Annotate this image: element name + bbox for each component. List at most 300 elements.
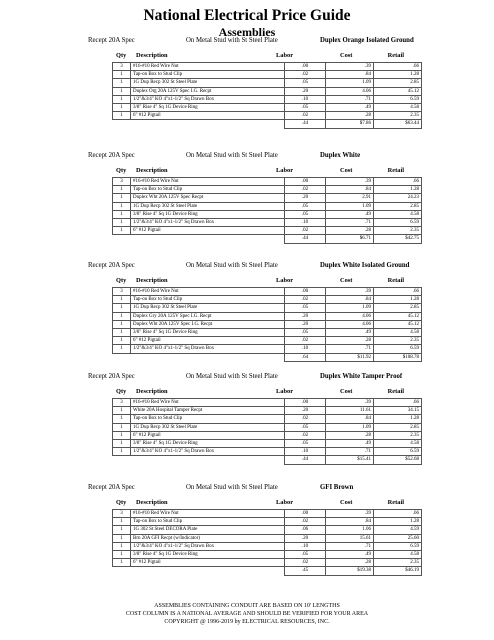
- cell-desc: #16-#10 Red Wire Nut: [131, 178, 285, 186]
- column-header-labor: Labor: [276, 277, 294, 284]
- cell-labor: .05: [285, 328, 326, 336]
- assembly-spec-line: [0, 152, 494, 163]
- table-row: [113, 304, 422, 312]
- cell-desc: 3/8" Rise 4" Sq 1G Device Ring: [131, 328, 285, 336]
- assembly-spec: Recept 20A Spec: [88, 37, 135, 44]
- cell-cost: .84: [326, 518, 374, 526]
- cell-labor: .20: [285, 312, 326, 320]
- total-labor: .64: [285, 353, 326, 361]
- assembly-mount: On Metal Stud with St Steel Plate: [186, 262, 278, 269]
- cell-desc: 1G Dup Recp 302 St Steel Plate: [131, 304, 285, 312]
- cell-labor: .02: [285, 415, 326, 423]
- cell-retail: 6.59: [374, 345, 422, 353]
- cell-desc: Duplex Org 20A 125V Spec I.G. Recpt: [131, 87, 285, 95]
- cell-retail: 1.28: [374, 518, 422, 526]
- cell-retail: 2.35: [374, 112, 422, 120]
- column-header-retail: Retail: [387, 499, 404, 506]
- cell-retail: 45.12: [374, 312, 422, 320]
- assembly-section: [0, 373, 494, 463]
- table-row: [113, 526, 422, 534]
- cell-desc: 1/2"&3/4" KO 4"x1-1/2" Sq Drawn Box: [131, 218, 285, 226]
- cell-labor: .00: [285, 288, 326, 296]
- table-row: [113, 186, 422, 194]
- column-header-cost: Cost: [340, 52, 353, 59]
- table-row: [113, 423, 422, 431]
- total-retail: $46.19: [374, 567, 422, 575]
- column-header-description: Description: [136, 52, 168, 59]
- cell-retail: .66: [374, 63, 422, 71]
- cell-cost: 15.61: [326, 534, 374, 542]
- cell-cost: .49: [326, 103, 374, 111]
- cell-qty: 1: [113, 87, 131, 95]
- cell-retail: 4.58: [374, 210, 422, 218]
- cell-qty: 1: [113, 186, 131, 194]
- cell-cost: .71: [326, 542, 374, 550]
- total-retail: $52.68: [374, 456, 422, 464]
- cell-cost: .49: [326, 439, 374, 447]
- cell-qty: 1: [113, 210, 131, 218]
- cell-labor: .02: [285, 227, 326, 235]
- column-header-qty: Qty: [116, 52, 127, 59]
- cell-desc: #16-#10 Red Wire Nut: [131, 510, 285, 518]
- cell-labor: .00: [285, 399, 326, 407]
- cell-qty: 1: [113, 407, 131, 415]
- cell-cost: .84: [326, 71, 374, 79]
- table-row: [113, 178, 422, 186]
- assembly-items-table: [112, 509, 422, 576]
- cell-retail: 24.23: [374, 194, 422, 202]
- cell-labor: .05: [285, 103, 326, 111]
- cell-qty: 1: [113, 526, 131, 534]
- total-cost: $19.38: [326, 567, 374, 575]
- column-header-row: [0, 387, 494, 398]
- assembly-mount: On Metal Stud with St Steel Plate: [186, 373, 278, 380]
- cell-cost: 4.06: [326, 87, 374, 95]
- total-row: [113, 567, 422, 575]
- cell-labor: .20: [285, 407, 326, 415]
- cell-qty: 1: [113, 79, 131, 87]
- cell-qty: 3: [113, 178, 131, 186]
- cell-retail: 4.58: [374, 103, 422, 111]
- table-row: [113, 534, 422, 542]
- total-row: [113, 456, 422, 464]
- cell-cost: .49: [326, 550, 374, 558]
- cell-desc: 6" #12 Pigtail: [131, 112, 285, 120]
- cell-labor: .02: [285, 518, 326, 526]
- cell-desc: 6" #12 Pigtail: [131, 559, 285, 567]
- total-labor: .44: [285, 120, 326, 128]
- cell-labor: .00: [285, 510, 326, 518]
- cell-retail: 2.85: [374, 304, 422, 312]
- cell-desc: Tap-on Box to Stud Clip: [131, 71, 285, 79]
- cell-qty: 1: [113, 345, 131, 353]
- cell-labor: .10: [285, 218, 326, 226]
- cell-labor: .05: [285, 423, 326, 431]
- table-row: [113, 518, 422, 526]
- footer-line-copyright: COPYRIGHT @ 1996-2019 by ELECTRICAL RESOURCES, INC.: [164, 619, 330, 625]
- cell-qty: 1: [113, 559, 131, 567]
- table-row: [113, 431, 422, 439]
- cell-labor: .02: [285, 431, 326, 439]
- table-row: [113, 550, 422, 558]
- column-header-row: [0, 166, 494, 177]
- cell-desc: 6" #12 Pigtail: [131, 337, 285, 345]
- cell-cost: .49: [326, 328, 374, 336]
- total-labor: .45: [285, 567, 326, 575]
- cell-retail: 2.35: [374, 559, 422, 567]
- cell-retail: 4.58: [374, 550, 422, 558]
- total-retail: $63.44: [374, 120, 422, 128]
- cell-qty: 1: [113, 218, 131, 226]
- table-row: [113, 218, 422, 226]
- cell-labor: .02: [285, 337, 326, 345]
- cell-retail: 6.59: [374, 542, 422, 550]
- cell-retail: 2.35: [374, 337, 422, 345]
- cell-qty: 1: [113, 320, 131, 328]
- cell-cost: 11.61: [326, 407, 374, 415]
- table-row: [113, 227, 422, 235]
- cell-qty: 3: [113, 399, 131, 407]
- cell-labor: .10: [285, 95, 326, 103]
- blank-cell: [131, 456, 285, 464]
- cell-qty: 3: [113, 63, 131, 71]
- blank-cell: [113, 567, 131, 575]
- cell-cost: 2.91: [326, 194, 374, 202]
- cell-cost: .39: [326, 178, 374, 186]
- assembly-spec-line: [0, 262, 494, 273]
- blank-cell: [113, 235, 131, 243]
- assembly-items-table: [112, 62, 422, 129]
- blank-cell: [113, 456, 131, 464]
- cell-desc: Tap-on Box to Stud Clip: [131, 296, 285, 304]
- cell-labor: .20: [285, 194, 326, 202]
- assembly-section: [0, 152, 494, 242]
- cell-cost: .71: [326, 95, 374, 103]
- cell-retail: 25.60: [374, 534, 422, 542]
- column-header-description: Description: [136, 388, 168, 395]
- cell-labor: .20: [285, 87, 326, 95]
- assembly-mount: On Metal Stud with St Steel Plate: [186, 484, 278, 491]
- cell-cost: .71: [326, 345, 374, 353]
- cell-retail: 4.58: [374, 328, 422, 336]
- cell-labor: .00: [285, 63, 326, 71]
- blank-cell: [131, 567, 285, 575]
- total-cost: $7.86: [326, 120, 374, 128]
- cell-retail: .66: [374, 399, 422, 407]
- assembly-spec: Recept 20A Spec: [88, 373, 135, 380]
- cell-cost: 1.09: [326, 423, 374, 431]
- cell-desc: 6" #12 Pigtail: [131, 431, 285, 439]
- cell-labor: .02: [285, 71, 326, 79]
- assembly-items-table: [112, 177, 422, 244]
- cell-labor: .20: [285, 534, 326, 542]
- cell-cost: .28: [326, 559, 374, 567]
- cell-qty: 1: [113, 312, 131, 320]
- cell-qty: 3: [113, 288, 131, 296]
- table-row: [113, 407, 422, 415]
- cell-desc: #16-#10 Red Wire Nut: [131, 63, 285, 71]
- column-header-labor: Labor: [276, 167, 294, 174]
- cell-retail: 2.85: [374, 423, 422, 431]
- cell-retail: 2.85: [374, 202, 422, 210]
- total-labor: .44: [285, 456, 326, 464]
- table-row: [113, 194, 422, 202]
- table-row: [113, 288, 422, 296]
- cell-desc: Tap-on Box to Stud Clip: [131, 415, 285, 423]
- cell-retail: 2.35: [374, 227, 422, 235]
- column-header-qty: Qty: [116, 167, 127, 174]
- cell-qty: 1: [113, 431, 131, 439]
- cell-retail: 1.28: [374, 71, 422, 79]
- cell-cost: .49: [326, 210, 374, 218]
- assembly-mount: On Metal Stud with St Steel Plate: [186, 37, 278, 44]
- column-header-labor: Labor: [276, 388, 294, 395]
- total-retail: $42.75: [374, 235, 422, 243]
- cell-labor: .02: [285, 186, 326, 194]
- cell-cost: .28: [326, 227, 374, 235]
- table-row: [113, 542, 422, 550]
- cell-qty: 1: [113, 415, 131, 423]
- cell-desc: #16-#10 Red Wire Nut: [131, 399, 285, 407]
- cell-labor: .05: [285, 304, 326, 312]
- table-row: [113, 345, 422, 353]
- cell-desc: 1/2"&3/4" KO 4"x1-1/2" Sq Drawn Box: [131, 448, 285, 456]
- total-cost: $6.71: [326, 235, 374, 243]
- column-header-labor: Labor: [276, 499, 294, 506]
- assembly-section: [0, 37, 494, 127]
- table-row: [113, 337, 422, 345]
- column-header-qty: Qty: [116, 277, 127, 284]
- cell-qty: 1: [113, 550, 131, 558]
- cell-cost: .71: [326, 448, 374, 456]
- blank-cell: [131, 353, 285, 361]
- cell-retail: 2.35: [374, 431, 422, 439]
- cell-cost: .28: [326, 112, 374, 120]
- assembly-items-table: [112, 398, 422, 465]
- cell-retail: 34.15: [374, 407, 422, 415]
- cell-qty: 1: [113, 439, 131, 447]
- cell-labor: .10: [285, 345, 326, 353]
- table-row: [113, 296, 422, 304]
- cell-desc: 1G 302 St Steel DECORA Plate: [131, 526, 285, 534]
- assembly-spec-line: [0, 373, 494, 384]
- column-header-qty: Qty: [116, 499, 127, 506]
- column-header-retail: Retail: [387, 388, 404, 395]
- cell-desc: 1/2"&3/4" KO 4"x1-1/2" Sq Drawn Box: [131, 542, 285, 550]
- cell-cost: .39: [326, 63, 374, 71]
- assembly-name: Duplex White Isolated Ground: [320, 262, 410, 269]
- cell-qty: 1: [113, 227, 131, 235]
- cell-desc: 1G Dup Recp 302 St Steel Plate: [131, 79, 285, 87]
- cell-retail: 45.12: [374, 87, 422, 95]
- cell-qty: 1: [113, 337, 131, 345]
- table-row: [113, 312, 422, 320]
- table-row: [113, 559, 422, 567]
- column-header-cost: Cost: [340, 499, 353, 506]
- cell-desc: White 20A Hospital Tamper Recpt: [131, 407, 285, 415]
- cell-qty: 1: [113, 296, 131, 304]
- cell-desc: 1G Dup Recp 302 St Steel Plate: [131, 423, 285, 431]
- cell-cost: .28: [326, 337, 374, 345]
- cell-retail: 6.59: [374, 448, 422, 456]
- cell-desc: Brn 20A GFI Recpt (w/Indicator): [131, 534, 285, 542]
- cell-cost: 4.06: [326, 320, 374, 328]
- cell-desc: 3/8" Rise 4" Sq 1G Device Ring: [131, 550, 285, 558]
- cell-cost: .39: [326, 288, 374, 296]
- table-row: [113, 448, 422, 456]
- table-row: [113, 87, 422, 95]
- cell-labor: .05: [285, 202, 326, 210]
- table-row: [113, 95, 422, 103]
- cell-qty: 1: [113, 202, 131, 210]
- cell-desc: 1G Dup Recp 302 St Steel Plate: [131, 202, 285, 210]
- table-row: [113, 210, 422, 218]
- cell-labor: .05: [285, 550, 326, 558]
- assembly-spec: Recept 20A Spec: [88, 152, 135, 159]
- cell-labor: .10: [285, 542, 326, 550]
- cell-cost: .84: [326, 186, 374, 194]
- cell-retail: 1.28: [374, 186, 422, 194]
- cell-qty: 1: [113, 304, 131, 312]
- cell-desc: 3/8" Rise 4" Sq 1G Device Ring: [131, 439, 285, 447]
- cell-cost: .28: [326, 431, 374, 439]
- cell-retail: 4.58: [374, 439, 422, 447]
- cell-desc: Tap-on Box to Stud Clip: [131, 186, 285, 194]
- assembly-section: [0, 484, 494, 574]
- footer-notes: [0, 602, 494, 626]
- column-header-retail: Retail: [387, 52, 404, 59]
- cell-desc: 3/8" Rise 4" Sq 1G Device Ring: [131, 103, 285, 111]
- table-row: [113, 103, 422, 111]
- assembly-section: [0, 262, 494, 360]
- assembly-name: Duplex White Tamper Proof: [320, 373, 403, 380]
- cell-cost: 1.06: [326, 526, 374, 534]
- cell-qty: 1: [113, 95, 131, 103]
- cell-labor: .02: [285, 112, 326, 120]
- column-header-cost: Cost: [340, 167, 353, 174]
- cell-retail: 4.59: [374, 526, 422, 534]
- blank-cell: [113, 353, 131, 361]
- cell-cost: .71: [326, 218, 374, 226]
- blank-cell: [131, 235, 285, 243]
- cell-labor: .00: [285, 178, 326, 186]
- total-cost: $15.41: [326, 456, 374, 464]
- cell-labor: .02: [285, 296, 326, 304]
- assembly-name: Duplex White: [320, 152, 361, 159]
- assembly-spec-line: [0, 37, 494, 48]
- assembly-mount: On Metal Stud with St Steel Plate: [186, 152, 278, 159]
- assembly-spec-line: [0, 484, 494, 495]
- total-row: [113, 235, 422, 243]
- cell-desc: 3/8" Rise 4" Sq 1G Device Ring: [131, 210, 285, 218]
- table-row: [113, 320, 422, 328]
- table-row: [113, 510, 422, 518]
- column-header-description: Description: [136, 167, 168, 174]
- cell-retail: 6.59: [374, 218, 422, 226]
- cell-retail: 6.59: [374, 95, 422, 103]
- cell-qty: 1: [113, 328, 131, 336]
- cell-cost: 4.06: [326, 312, 374, 320]
- cell-desc: Duplex Gry 20A 125V Spec I.G. Recpt: [131, 312, 285, 320]
- table-row: [113, 415, 422, 423]
- footer-line-conduit: ASSEMBLIES CONTAINING CONDUIT ARE BASED ON 10' LENGTHS: [154, 603, 340, 609]
- cell-qty: 1: [113, 423, 131, 431]
- total-labor: .44: [285, 235, 326, 243]
- cell-retail: .66: [374, 288, 422, 296]
- table-row: [113, 399, 422, 407]
- assembly-name: GFI Brown: [320, 484, 354, 491]
- column-header-row: [0, 498, 494, 509]
- column-header-labor: Labor: [276, 52, 294, 59]
- column-header-cost: Cost: [340, 277, 353, 284]
- cell-qty: 1: [113, 194, 131, 202]
- table-row: [113, 202, 422, 210]
- column-header-qty: Qty: [116, 388, 127, 395]
- total-retail: $108.78: [374, 353, 422, 361]
- cell-retail: 2.85: [374, 79, 422, 87]
- page-subtitle: Assemblies: [218, 25, 276, 39]
- table-row: [113, 63, 422, 71]
- column-header-row: [0, 276, 494, 287]
- cell-cost: 1.09: [326, 202, 374, 210]
- column-header-row: [0, 51, 494, 62]
- cell-retail: 1.28: [374, 296, 422, 304]
- total-row: [113, 120, 422, 128]
- cell-labor: .02: [285, 559, 326, 567]
- column-header-cost: Cost: [340, 388, 353, 395]
- cell-desc: 6" #12 Pigtail: [131, 227, 285, 235]
- cell-retail: .66: [374, 510, 422, 518]
- assembly-name: Duplex Orange Isolated Ground: [320, 37, 414, 44]
- cell-desc: Tap-on Box to Stud Clip: [131, 518, 285, 526]
- cell-qty: 1: [113, 542, 131, 550]
- blank-cell: [113, 120, 131, 128]
- table-row: [113, 328, 422, 336]
- cell-desc: Duplex Wht 20A 125V Spec I.G. Recpt: [131, 320, 285, 328]
- cell-qty: 1: [113, 112, 131, 120]
- footer-line-cost: COST COLUMN IS A NATIONAL AVERAGE AND SHOULD BE VERIFIED FOR YOUR AREA: [125, 611, 369, 617]
- cell-qty: 1: [113, 71, 131, 79]
- cell-retail: 45.12: [374, 320, 422, 328]
- table-row: [113, 79, 422, 87]
- cell-desc: 1/2"&3/4" KO 4"x1-1/2" Sq Drawn Box: [131, 95, 285, 103]
- cell-labor: .10: [285, 448, 326, 456]
- assembly-items-table: [112, 287, 422, 362]
- cell-qty: 3: [113, 510, 131, 518]
- cell-labor: .05: [285, 210, 326, 218]
- table-row: [113, 71, 422, 79]
- column-header-description: Description: [136, 499, 168, 506]
- cell-cost: .84: [326, 415, 374, 423]
- cell-cost: .39: [326, 399, 374, 407]
- cell-desc: 1/2"&3/4" KO 4"x1-1/2" Sq Drawn Box: [131, 345, 285, 353]
- cell-cost: 1.09: [326, 304, 374, 312]
- cell-labor: .06: [285, 526, 326, 534]
- cell-cost: 1.09: [326, 79, 374, 87]
- page-title: National Electrical Price Guide: [143, 7, 351, 24]
- cell-labor: .20: [285, 320, 326, 328]
- cell-cost: .84: [326, 296, 374, 304]
- cell-retail: 1.28: [374, 415, 422, 423]
- column-header-description: Description: [136, 277, 168, 284]
- column-header-retail: Retail: [387, 277, 404, 284]
- cell-cost: .39: [326, 510, 374, 518]
- cell-qty: 1: [113, 534, 131, 542]
- total-cost: $11.92: [326, 353, 374, 361]
- cell-qty: 1: [113, 103, 131, 111]
- table-row: [113, 112, 422, 120]
- cell-qty: 1: [113, 448, 131, 456]
